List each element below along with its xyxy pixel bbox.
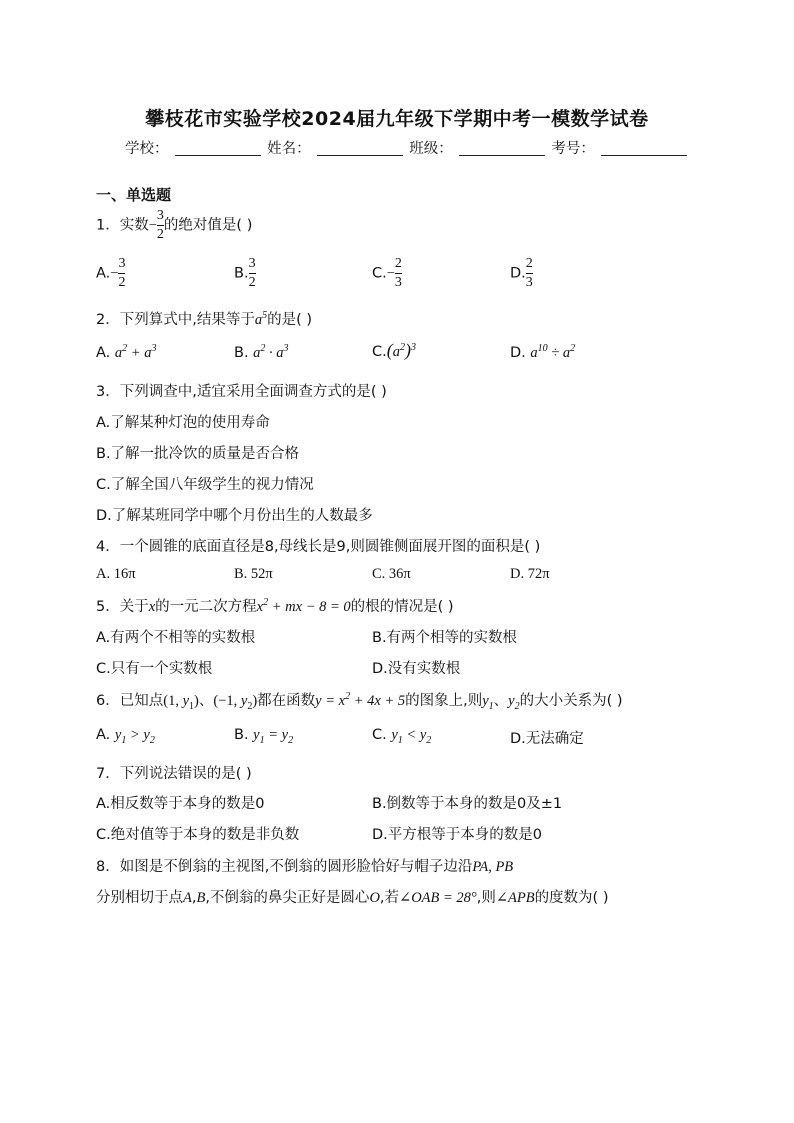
class-blank[interactable]: [459, 141, 545, 156]
q1-option-d[interactable]: D. $\frac{2}{3}$: [510, 256, 533, 290]
math-expression: $x^2$ + mx − 8 = 0: [256, 597, 351, 615]
q6-option-d[interactable]: D.无法确定: [510, 731, 584, 747]
question-text: 的绝对值是( ): [163, 217, 253, 234]
number-label: 考号：: [551, 141, 595, 157]
school-blank[interactable]: [175, 141, 261, 156]
q2-option-b[interactable]: B. $a^2 \cdot a^3$: [234, 343, 289, 361]
q5-option-c[interactable]: C.只有一个实数根: [96, 661, 213, 677]
school-label: 学校：: [125, 141, 169, 157]
q3-option-b[interactable]: B.了解一批冷饮的质量是否合格: [96, 446, 300, 462]
question-7: 7．下列说法错误的是( ): [96, 766, 252, 782]
student-info-row: [125, 137, 689, 158]
q2-option-a[interactable]: A. $a^2 + a^3$: [96, 343, 157, 361]
q7-option-d[interactable]: D.平方根等于本身的数是0: [372, 827, 542, 843]
math-expression: (1, $y_1$): [163, 693, 199, 712]
class-label: 班级：: [409, 141, 453, 157]
q5-option-a[interactable]: A.有两个不相等的实数根: [96, 630, 256, 646]
q4-option-a[interactable]: A. 16π: [96, 566, 136, 582]
exam-title: 攀枝花市实验学校2024届九年级下学期中考一模数学试卷: [145, 108, 649, 130]
question-8-line-2: 分别相切于点A,B,不倒翁的鼻尖正好是圆心O,若∠OAB = 28°,则∠APB的度数为( ): [96, 890, 609, 906]
fraction: $\frac{3}{2}$: [156, 208, 164, 242]
question-3: 3．下列调查中,适宜采用全面调查方式的是( ): [96, 384, 387, 400]
q1-option-b[interactable]: B. $\frac{3}{2}$: [234, 256, 256, 290]
math-expression: ∠APB: [495, 890, 535, 906]
q4-option-c[interactable]: C. 36π: [372, 566, 411, 582]
q4-option-b[interactable]: B. 52π: [234, 566, 273, 582]
q7-option-c[interactable]: C.绝对值等于本身的数是非负数: [96, 827, 300, 843]
question-text: 实数: [119, 217, 149, 234]
question-1: [96, 209, 252, 242]
question-8: 8．如图是不倒翁的主视图,不倒翁的圆形脸恰好与帽子边沿PA, PB: [96, 859, 514, 875]
q2-option-d[interactable]: D. $a^{10} \div a^2$: [510, 343, 576, 361]
q6-option-c[interactable]: C. $y_1 < y_2$: [372, 727, 432, 746]
math-expression: $y = x^2 + 4x + 5$: [315, 691, 406, 709]
question-5: 5．关于x的一元二次方程$x^2$ + mx − 8 = 0的根的情况是( ): [96, 597, 454, 615]
question-4: 4．一个圆锥的底面直径是8,母线长是9,则圆锥侧面展开图的面积是( ): [96, 539, 541, 555]
question-2: 2．下列算式中,结果等于$a^5$的是( ): [96, 310, 313, 328]
math-expression: PA, PB: [472, 859, 514, 875]
q7-option-b[interactable]: B.倒数等于本身的数是0及±1: [372, 796, 563, 812]
q4-option-d[interactable]: D. 72π: [510, 566, 550, 582]
question-number: 1．: [96, 217, 120, 234]
math-expression: ∠OAB = 28°: [399, 890, 477, 906]
math-expression: $a^5$: [254, 310, 268, 328]
name-label: 姓名：: [267, 141, 311, 157]
q3-option-a[interactable]: A.了解某种灯泡的使用寿命: [96, 415, 270, 431]
q6-option-b[interactable]: B. $y_1 = y_2$: [234, 727, 294, 746]
q1-option-c[interactable]: C.− $\frac{2}{3}$: [372, 256, 402, 290]
q3-option-d[interactable]: D.了解某班同学中哪个月份出生的人数最多: [96, 508, 373, 524]
q7-option-a[interactable]: A.相反数等于本身的数是0: [96, 796, 265, 812]
math-expression: (−1, $y_2$): [213, 693, 258, 712]
q5-option-d[interactable]: D.没有实数根: [372, 661, 461, 677]
q3-option-c[interactable]: C.了解全国八年级学生的视力情况: [96, 477, 314, 493]
name-blank[interactable]: [317, 141, 403, 156]
minus-sign: −: [148, 217, 157, 234]
number-blank[interactable]: [601, 141, 687, 156]
q6-option-a[interactable]: A. $y_1 > y_2$: [96, 727, 155, 746]
question-6: 6．已知点(1, $y_1$)、(−1, $y_2$)都在函数$y = x^2 + 4x + 5$的图象上,则$y_1$、$y_2$的大小关系为( ): [96, 691, 623, 712]
section-heading: 一、单选题: [96, 186, 172, 204]
q2-option-c[interactable]: $C.(a^2)^3$: [372, 340, 416, 360]
q1-option-a[interactable]: A.− $\frac{3}{2}$: [96, 256, 126, 290]
q5-option-b[interactable]: B.有两个相等的实数根: [372, 630, 518, 646]
